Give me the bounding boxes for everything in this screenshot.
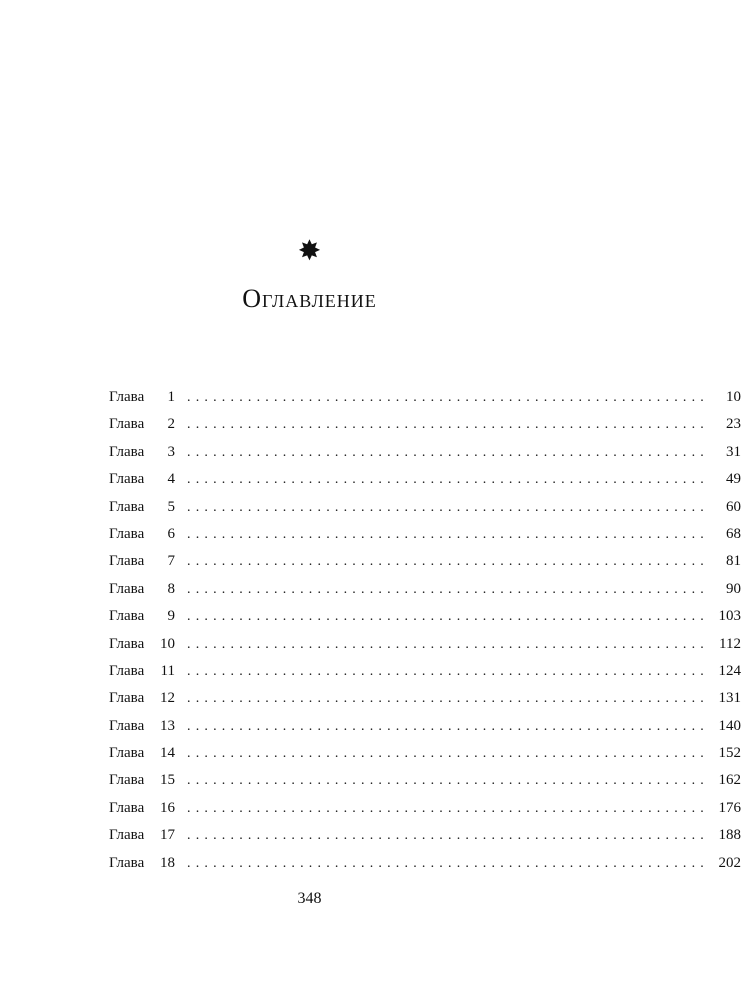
toc-entry — [109, 576, 741, 603]
toc-entry — [109, 494, 741, 521]
toc-chapter-number: 10 — [160, 635, 175, 652]
toc-chapter-number: 2 — [167, 416, 175, 433]
toc-page-number: 49 — [726, 471, 741, 488]
table-of-contents — [109, 384, 741, 877]
toc-chapter-label — [109, 767, 179, 794]
toc-chapter-label — [109, 494, 179, 521]
toc-chapter-number: 8 — [167, 580, 175, 597]
toc-page-number: 10 — [726, 389, 741, 405]
toc-chapter-word: Глава — [109, 717, 145, 734]
toc-page-number: 23 — [726, 416, 741, 433]
toc-page-number: 202 — [718, 854, 741, 871]
toc-entry — [109, 631, 741, 658]
toc-page-number: 60 — [726, 498, 741, 515]
toc-chapter-label — [109, 384, 179, 411]
toc-chapter-word: Глава — [109, 772, 145, 789]
toc-leader-dots: ............................................................ — [187, 390, 709, 405]
toc-chapter-number: 4 — [167, 471, 175, 488]
toc-entry — [109, 439, 741, 466]
toc-chapter-label — [109, 521, 179, 548]
toc-chapter-word: Глава — [109, 580, 145, 597]
toc-chapter-label — [109, 658, 179, 685]
toc-chapter-label — [109, 466, 179, 493]
toc-page-number: 103 — [718, 608, 741, 625]
toc-entry — [109, 850, 741, 877]
toc-leader-dots: ............................................................ — [187, 746, 709, 762]
toc-chapter-label — [109, 713, 179, 740]
toc-chapter-number: 9 — [167, 608, 175, 625]
toc-chapter-number: 5 — [167, 498, 175, 515]
toc-leader-dots: ............................................................ — [187, 718, 709, 734]
toc-entry — [109, 795, 741, 822]
toc-leader-dots: ............................................................ — [187, 581, 709, 597]
toc-page-number: 131 — [718, 690, 741, 707]
page-title: Оглавление — [242, 284, 377, 313]
toc-entry — [109, 767, 741, 794]
toc-page-number: 124 — [718, 662, 741, 679]
toc-leader-dots: ............................................................ — [187, 800, 709, 816]
toc-entry — [109, 740, 741, 767]
toc-entry — [109, 466, 741, 493]
toc-chapter-word: Глава — [109, 799, 145, 816]
star-ornament-icon: ✸ — [297, 234, 322, 267]
toc-page-number: 140 — [718, 717, 741, 734]
toc-page-number: 162 — [718, 772, 741, 789]
toc-chapter-label — [109, 685, 179, 712]
toc-chapter-word: Глава — [109, 745, 145, 762]
toc-chapter-word: Глава — [109, 690, 145, 707]
toc-leader-dots: ............................................................ — [187, 444, 709, 460]
toc-chapter-number: 12 — [160, 690, 175, 707]
toc-chapter-word: Глава — [109, 416, 145, 433]
toc-leader-dots: ............................................................ — [187, 526, 709, 542]
toc-entry — [109, 685, 741, 712]
toc-page-number: 152 — [718, 745, 741, 762]
toc-chapter-label — [109, 850, 179, 877]
toc-page-number: 176 — [718, 799, 741, 816]
toc-leader-dots: ............................................................ — [187, 609, 709, 625]
toc-chapter-word: Глава — [109, 443, 145, 460]
toc-leader-dots: ............................................................ — [187, 554, 709, 570]
toc-leader-dots: ............................................................ — [187, 855, 709, 871]
toc-entry — [109, 411, 741, 438]
toc-chapter-word: Глава — [109, 662, 145, 679]
toc-entry — [109, 548, 741, 575]
toc-chapter-number: 13 — [160, 717, 175, 734]
toc-chapter-word: Глава — [109, 827, 145, 844]
toc-leader-dots: ............................................................ — [187, 472, 709, 488]
toc-chapter-label — [109, 576, 179, 603]
toc-chapter-number: 15 — [160, 772, 175, 789]
page-number: 348 — [297, 890, 322, 907]
toc-chapter-number: 18 — [160, 854, 175, 871]
toc-chapter-word: Глава — [109, 608, 145, 625]
toc-page-number: 90 — [726, 580, 741, 597]
toc-page-number: 81 — [726, 553, 741, 570]
toc-chapter-label — [109, 411, 179, 438]
toc-chapter-word: Глава — [109, 498, 145, 515]
toc-leader-dots: ............................................................ — [187, 417, 709, 433]
toc-chapter-label — [109, 795, 179, 822]
toc-chapter-number: 16 — [160, 799, 175, 816]
toc-leader-dots: ............................................................ — [187, 499, 709, 515]
toc-chapter-word: Глава — [109, 635, 145, 652]
toc-chapter-number: 6 — [167, 525, 175, 542]
toc-chapter-label — [109, 740, 179, 767]
toc-chapter-word: Глава — [109, 525, 145, 542]
toc-entry — [109, 384, 741, 411]
toc-page-number: 68 — [726, 525, 741, 542]
toc-chapter-label — [109, 822, 179, 849]
toc-page-number: 112 — [719, 635, 741, 652]
toc-chapter-label — [109, 439, 179, 466]
toc-entry — [109, 521, 741, 548]
toc-leader-dots: ............................................................ — [187, 773, 709, 789]
toc-entry — [109, 603, 741, 630]
toc-chapter-label — [109, 631, 179, 658]
toc-leader-dots: ............................................................ — [187, 828, 709, 844]
toc-chapter-number: 7 — [167, 553, 175, 570]
toc-chapter-number: 1 — [167, 389, 175, 405]
toc-chapter-word: Глава — [109, 389, 145, 405]
toc-chapter-number: 3 — [167, 443, 175, 460]
toc-chapter-word: Глава — [109, 553, 145, 570]
toc-leader-dots: ............................................................ — [187, 691, 709, 707]
toc-chapter-word: Глава — [109, 471, 145, 488]
toc-entry — [109, 713, 741, 740]
toc-chapter-label — [109, 548, 179, 575]
toc-page-number: 31 — [726, 443, 741, 460]
toc-leader-dots: ............................................................ — [187, 636, 709, 652]
toc-page-number: 188 — [718, 827, 741, 844]
toc-chapter-number: 17 — [160, 827, 175, 844]
toc-entry — [109, 822, 741, 849]
toc-chapter-label — [109, 603, 179, 630]
toc-chapter-word: Глава — [109, 854, 145, 871]
toc-chapter-number: 11 — [160, 662, 175, 679]
toc-chapter-number: 14 — [160, 745, 175, 762]
toc-entry — [109, 658, 741, 685]
toc-leader-dots: ............................................................ — [187, 663, 709, 679]
